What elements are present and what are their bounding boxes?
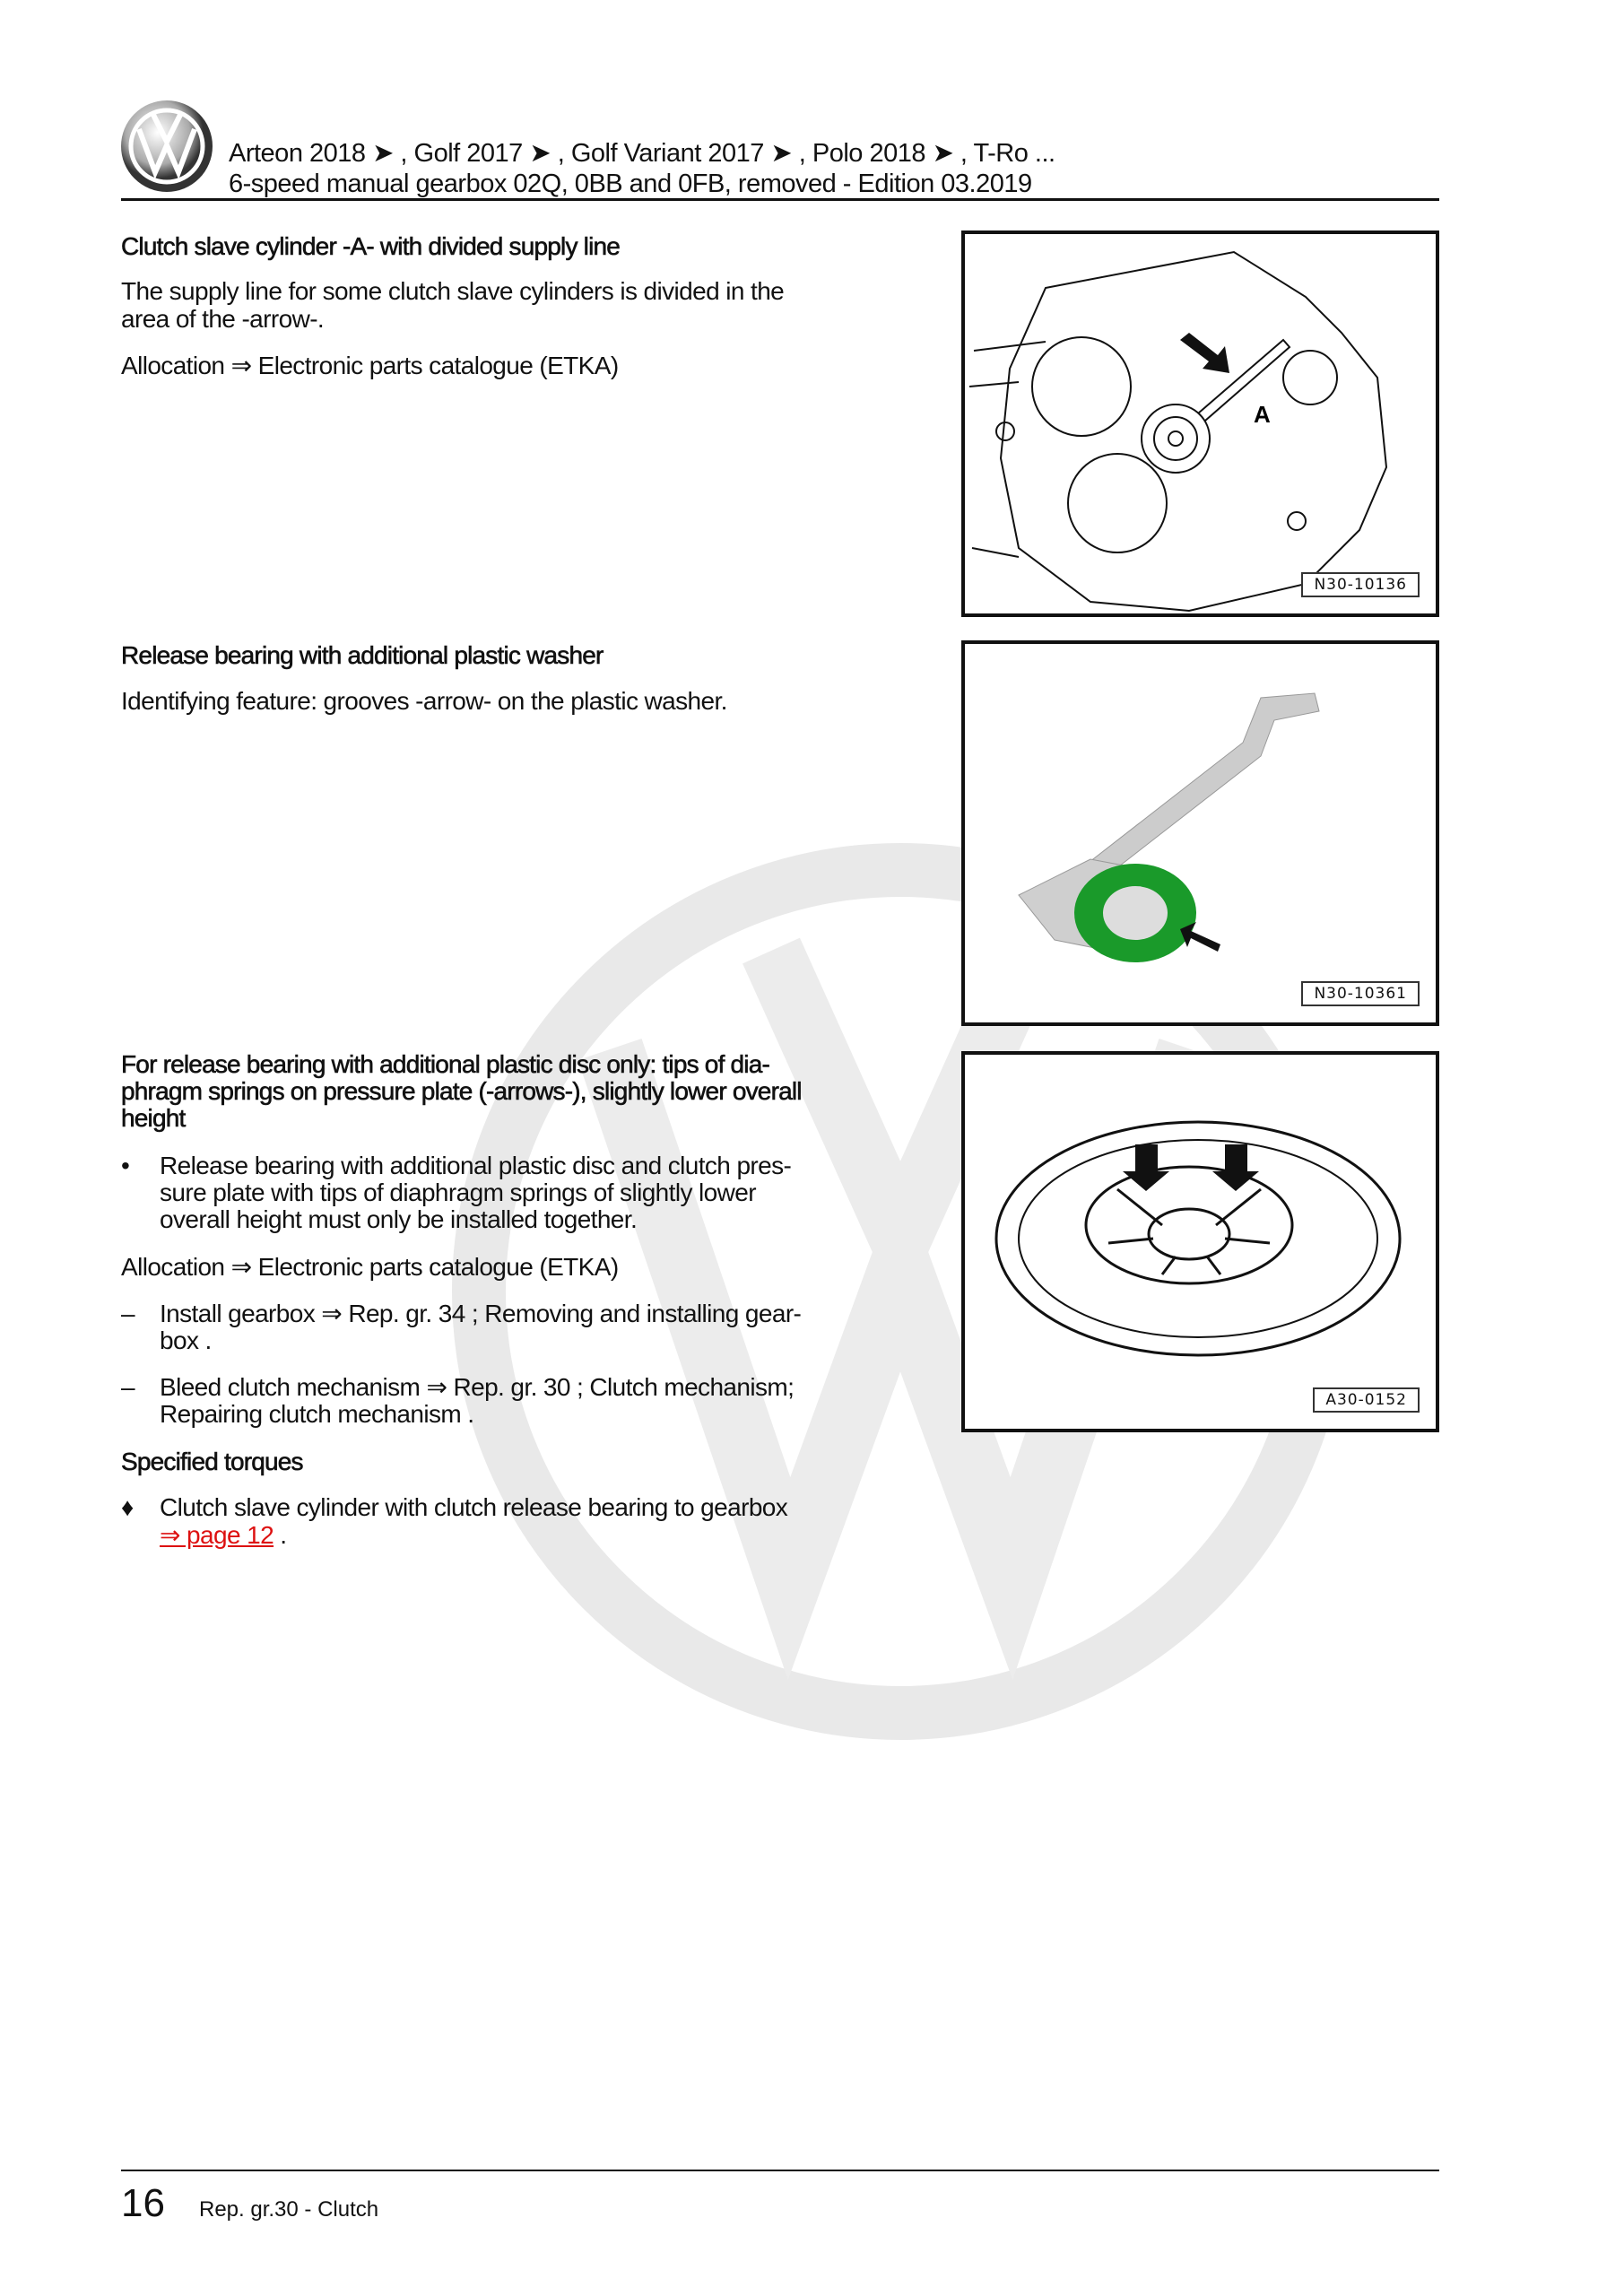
gearbox-housing-illustration (965, 234, 1436, 613)
bullet-text: Release bearing with additional plastic disc and clutch pres- (160, 1152, 792, 1179)
torque-marker: ♦ (121, 1493, 134, 1521)
figure-release-bearing (961, 640, 1439, 1026)
arrow-icon (1212, 1144, 1259, 1191)
page-number: 16 (121, 2181, 165, 2225)
figure-label: A30-0152 (1313, 1387, 1420, 1413)
step-bleed-clutch: Repairing clutch mechanism . (160, 1400, 474, 1428)
body-text: area of the -arrow-. (121, 305, 325, 333)
header-models: Arteon 2018 ➤ , Golf 2017 ➤ , Golf Variant 2017 ➤ , Polo 2018 ➤ , T-Ro ... (229, 139, 1055, 168)
header-subtitle: 6-speed manual gearbox 02Q, 0BB and 0FB, removed - Edition 03.2019 (229, 170, 1032, 198)
footer-rule (121, 2170, 1439, 2171)
section-heading: Clutch slave cylinder -A- with divided supply line (121, 232, 621, 260)
allocation-text: Allocation ⇒ Electronic parts catalogue (ETKA) (121, 1253, 619, 1281)
body-text: Identifying feature: grooves -arrow- on the plastic washer. (121, 687, 727, 715)
allocation-text: Allocation ⇒ Electronic parts catalogue (ETKA) (121, 352, 619, 379)
section-heading: phragm springs on pressure plate (-arrows-), slightly lower overall (121, 1077, 802, 1105)
section-heading: Release bearing with additional plastic washer (121, 641, 604, 669)
step-marker: – (121, 1300, 135, 1327)
bullet-marker: • (121, 1152, 130, 1179)
section-heading: For release bearing with additional plastic disc only: tips of dia- (121, 1050, 770, 1078)
section-heading: height (121, 1104, 186, 1132)
page-12-link[interactable]: ⇒ page 12 (160, 1521, 274, 1549)
pressure-plate-illustration (965, 1055, 1436, 1429)
figure-pressure-plate (961, 1051, 1439, 1432)
figure-gearbox-housing (961, 230, 1439, 617)
bullet-text: overall height must only be installed together. (160, 1205, 638, 1233)
torque-after: . (274, 1521, 287, 1549)
step-install-gearbox: Install gearbox ⇒ Rep. gr. 34 ; Removing and installing gear- (160, 1300, 802, 1327)
bullet-text: sure plate with tips of diaphragm springs of slightly lower (160, 1178, 756, 1206)
callout-a: A (1254, 401, 1271, 428)
torques-heading: Specified torques (121, 1448, 303, 1475)
release-bearing-illustration (965, 644, 1436, 1022)
footer-chapter: Rep. gr.30 - Clutch (199, 2197, 379, 2222)
step-bleed-clutch: Bleed clutch mechanism ⇒ Rep. gr. 30 ; Clutch mechanism; (160, 1373, 795, 1401)
torque-link-line (160, 1522, 286, 1549)
figure-label: N30-10136 (1301, 572, 1420, 597)
torque-text: Clutch slave cylinder with clutch release bearing to gearbox (160, 1493, 788, 1521)
vw-logo (119, 99, 214, 194)
arrow-icon (1180, 333, 1229, 373)
header-rule (121, 198, 1439, 201)
step-install-gearbox: box . (160, 1326, 212, 1354)
body-text: The supply line for some clutch slave cylinders is divided in the (121, 277, 785, 305)
step-marker: – (121, 1373, 135, 1401)
figure-label: N30-10361 (1301, 981, 1420, 1006)
